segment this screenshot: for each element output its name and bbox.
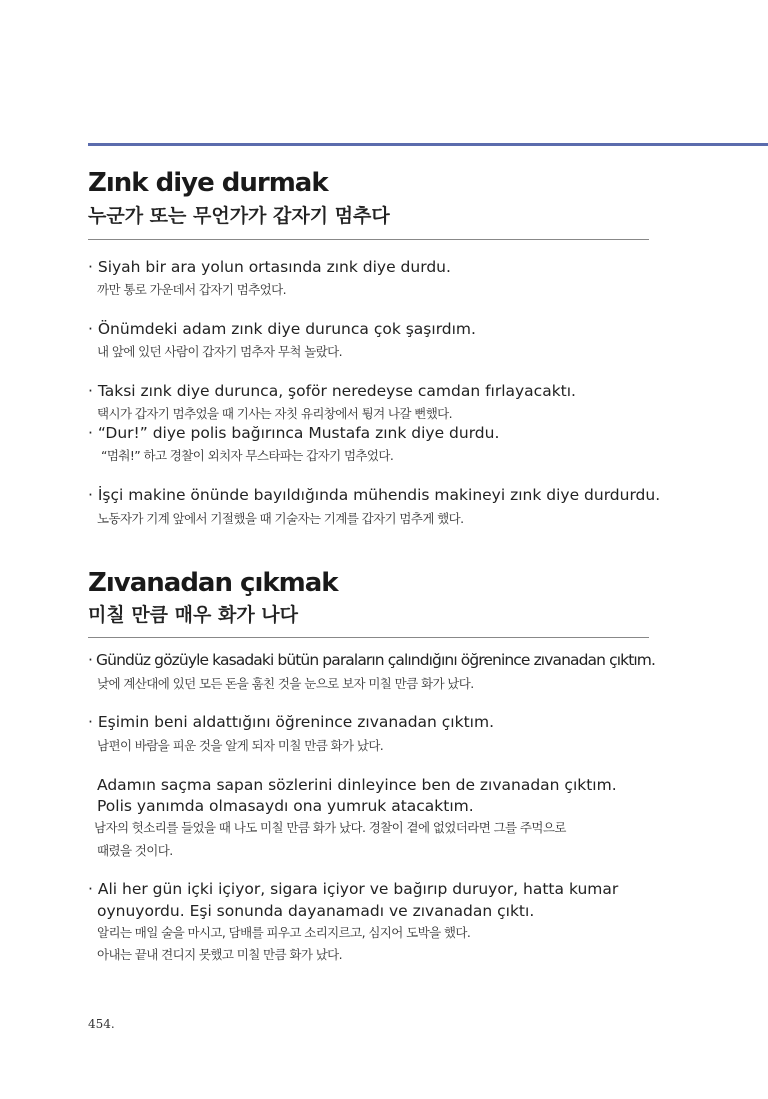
example-translation: 알리는 매일 술을 마시고, 담배를 피우고 소리지르고, 심지어 도박을 했다.: [97, 925, 471, 940]
example-translation: 내 앞에 있던 사람이 갑자기 멈추자 무척 놀랐다.: [97, 344, 343, 359]
example-sentence: Adamın saçma sapan sözlerini dinleyince ben de zıvanadan çıktım.: [97, 776, 617, 794]
example-sentence: · Ali her gün içki içiyor, sigara içiyor ve bağırıp duruyor, hatta kumar: [88, 880, 619, 898]
example-sentence: · Taksi zınk diye durunca, şoför neredeyse camdan fırlayacaktı.: [88, 382, 576, 400]
example-sentence: · Eşimin beni aldattığını öğrenince zıvanadan çıktım.: [88, 713, 494, 731]
section-subtitle: 누군가 또는 무언가가 갑자기 멈추다: [88, 205, 390, 227]
example-sentence: · Önümdeki adam zınk diye durunca çok şaşırdım.: [88, 320, 476, 338]
example-translation: 아내는 끝내 견디지 못했고 미칠 만큼 화가 났다.: [97, 947, 343, 962]
example-sentence: · İşçi makine önünde bayıldığında mühendis makineyi zınk diye durdurdu.: [88, 486, 661, 504]
divider: [88, 239, 649, 240]
example-translation: 남자의 헛소리를 들었을 때 나도 미칠 만큼 화가 났다. 경찰이 곁에 없었더라면 그를 주먹으로: [94, 820, 566, 835]
example-sentence: oynuyordu. Eşi sonunda dayanamadı ve zıvanadan çıktı.: [97, 902, 535, 920]
page-number: 454.: [88, 1017, 115, 1031]
example-translation: 낮에 계산대에 있던 모든 돈을 훔친 것을 눈으로 보자 미칠 만큼 화가 났다.: [97, 676, 474, 691]
example-translation: 때렸을 것이다.: [97, 843, 173, 858]
example-sentence: · Gündüz gözüyle kasadaki bütün paraların çalındığını öğrenince zıvanadan çıktım.: [88, 651, 656, 669]
top-rule: [88, 143, 768, 146]
example-translation: 남편이 바람을 피운 것을 알게 되자 미칠 만큼 화가 났다.: [97, 738, 384, 753]
section-subtitle: 미칠 만큼 매우 화가 나다: [88, 604, 298, 626]
divider: [88, 637, 649, 638]
section-title: Zıvanadan çıkmak: [88, 568, 338, 598]
example-sentence: · Siyah bir ara yolun ortasında zınk diye durdu.: [88, 258, 451, 276]
example-sentence: · “Dur!” diye polis bağırınca Mustafa zınk diye durdu.: [88, 424, 500, 442]
example-translation: 택시가 갑자기 멈추었을 때 기사는 자칫 유리창에서 튕겨 나갈 뻔했다.: [97, 406, 453, 421]
example-sentence: Polis yanımda olmasaydı ona yumruk atacaktım.: [97, 797, 474, 815]
example-translation: 까만 통로 가운데서 갑자기 멈추었다.: [97, 282, 286, 297]
example-translation: 노동자가 기계 앞에서 기절했을 때 기술자는 기계를 갑자기 멈추게 했다.: [97, 511, 464, 526]
section-title: Zınk diye durmak: [88, 168, 328, 198]
example-translation: “멈춰!” 하고 경찰이 외치자 무스타파는 갑자기 멈추었다.: [101, 448, 394, 463]
